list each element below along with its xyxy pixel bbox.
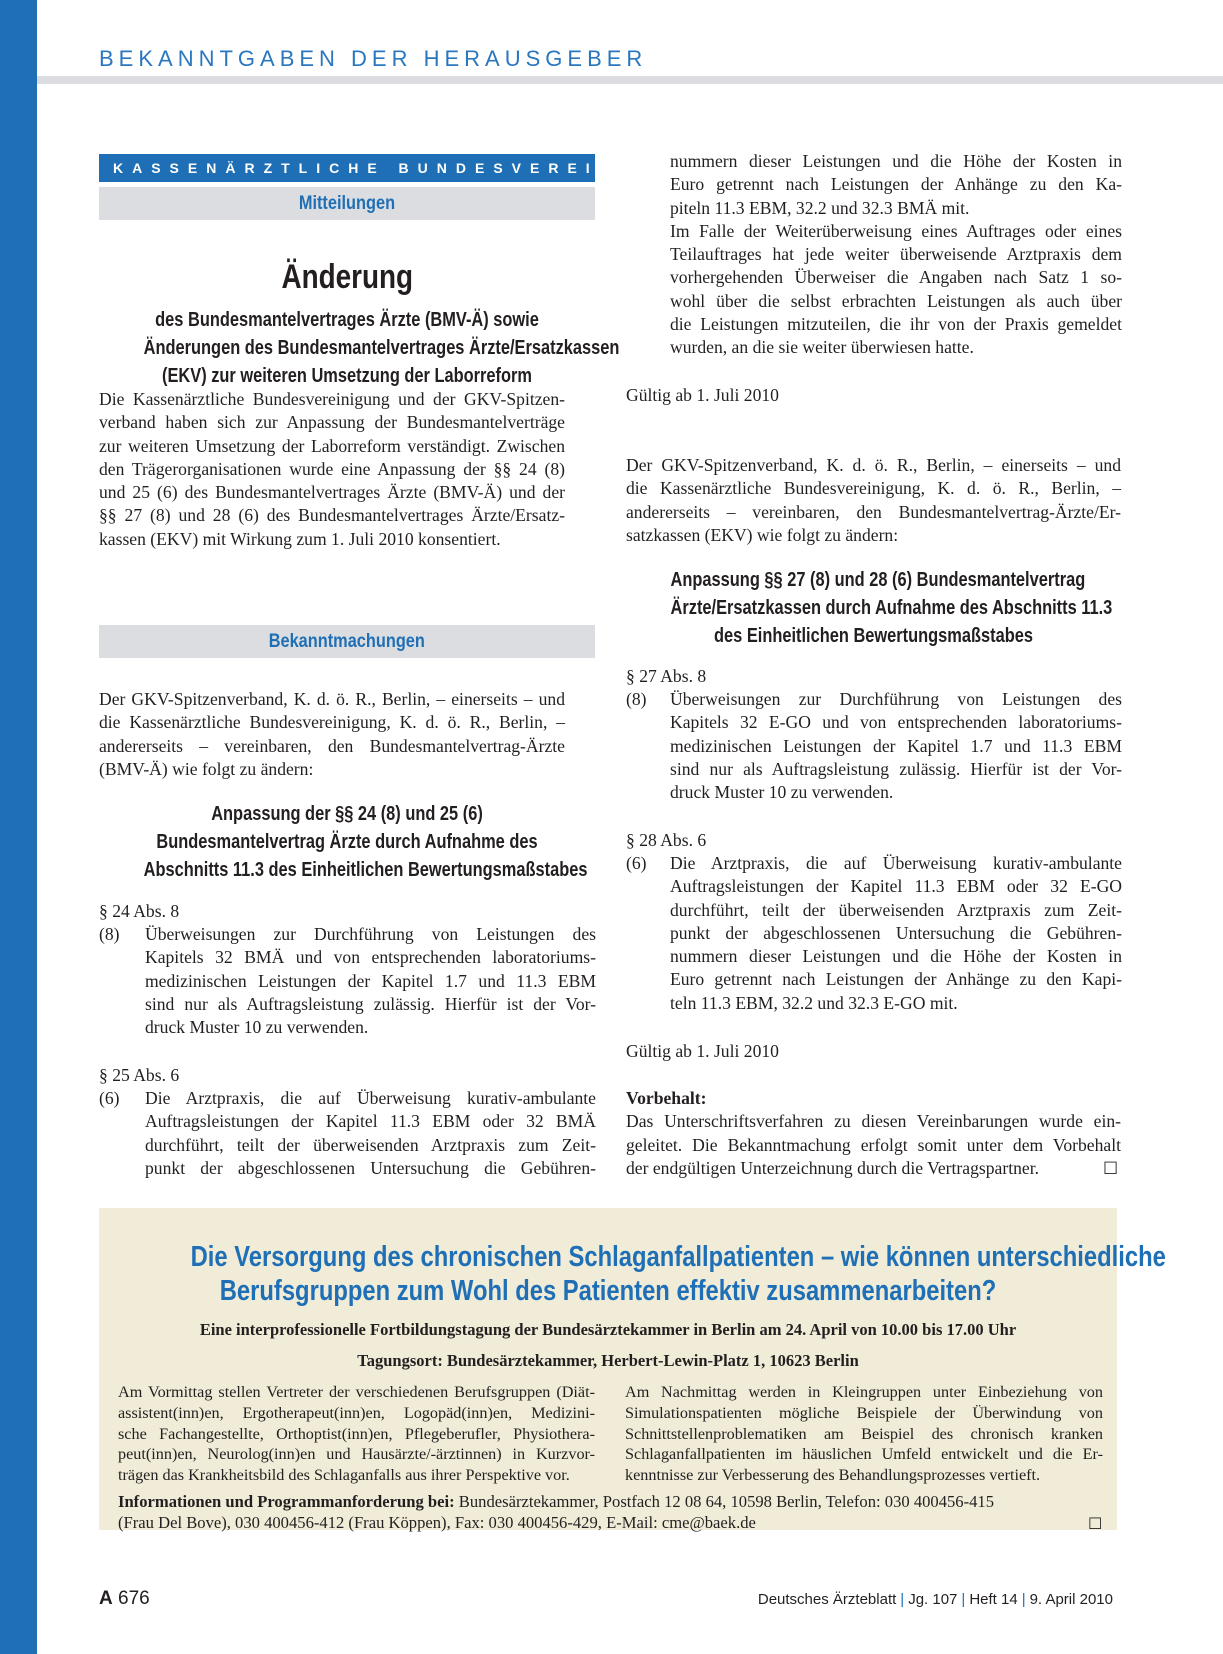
bekanntmachungen-bar: [99, 625, 595, 658]
paragraph-27-number: (8): [626, 689, 647, 709]
subtitle-line: Änderungen des Bundesmantelvertrages Ärzte/Ersatzkassen: [143, 337, 620, 359]
event-title: Die Versorgung des chronischen Schlaganfallpatienten – wie können unterschiedliche Berufsgruppen zum Wohl des Patienten effektiv zusammenarbeiten?: [190, 1241, 1166, 1307]
event-contact-info: Informationen und Programmanforderung bei: Bundesärztekammer, Postfach 12 08 64, 10598 Berlin, Telefon: 030 400456-415 (Frau Del Bove), 030 400456-412 (Frau Köppen), Fax: 030 400456-429, E-Mail: cme@baek.de: [118, 1492, 995, 1532]
bekanntmachungen-label: Bekanntmachungen: [268, 631, 426, 652]
vorbehalt-section: Vorbehalt: Das Unterschriftsverfahren zu diesen Vereinbarungen wurde ein- geleitet. Die Bekanntmachung erfolgt somit unter dem Vorbehalt der endgültigen Unterzeichnung durch die Vertragspartner.: [626, 1088, 1121, 1178]
box-end-mark: ☐: [1088, 1514, 1103, 1533]
event-subtitle: Eine interprofessionelle Fortbildungstagung der Bundesärztekammer in Berlin am 24. April von 10.00 bis 17.00 Uhr: [199, 1320, 1017, 1339]
paragraph-25-number: (6): [99, 1088, 120, 1108]
valid-from-1: Gültig ab 1. Juli 2010: [626, 385, 779, 405]
vorbehalt-label: Vorbehalt:: [626, 1088, 707, 1108]
left-color-bar: [0, 0, 37, 1654]
section-heading-bmv: Anpassung der §§ 24 (8) und 25 (6) Bundesmantelvertrag Ärzte durch Aufnahme des Abschnitts 11.3 des Einheitlichen Bewertungsmaßstabes: [143, 803, 588, 881]
contact-label: Informationen und Programmanforderung bei:: [118, 1492, 455, 1511]
paragraph-28-number: (6): [626, 853, 647, 873]
valid-from-2: Gültig ab 1. Juli 2010: [626, 1041, 779, 1061]
mitteilungen-bar: [99, 187, 595, 220]
kbv-label: KASSENÄRZTLICHE BUNDESVEREINIGUNG: [99, 154, 595, 182]
paragraph-28-text: Die Arztpraxis, die auf Überweisung kurativ-ambulante Auftragsleistungen der Kapitel 11.3 EBM oder 32 E-GO durchführt, teilt der überweisenden Arztpraxis zum Zeit- punkt der abgeschlossenen Untersuchung die Gebühren- nummern dieser Leistungen und die Höhe der Kosten in Euro getrennt nach Leistungen der Anhänge zu den Kapi- teln 11.3 EBM, 32.2 und 32.3 E-GO mit.: [670, 853, 1122, 1013]
subtitle-line: (EKV) zur weiteren Umsetzung der Laborreform: [162, 365, 532, 387]
event-morning-text: Am Vormittag stellen Vertreter der verschiedenen Berufsgruppen (Diät- assistent(inn)en, Ergotherapeut(inn)en, Logopäd(inn)en, Medizini- sche Fachangestellte, Orthoptist(inn)en, Pflegeberufler, Physiothera- peut(inn)en, Neurolog(inn)en und Hausärzte/-ärztinnen) in Kurzvor- trägen das Krankheitsbild des Schlaganfalls aus ihrer Perspektive vor.: [118, 1383, 595, 1485]
paragraph-24-text: Überweisungen zur Durchführung von Leistungen des Kapitels 32 BMÄ und von entsprechenden laboratoriums- medizinischen Leistungen der Kapitel 1.7 und 11.3 EBM sind nur als Auftragsleistung zulässig. Hierfür ist der Vor- druck Muster 10 zu verwenden.: [145, 924, 596, 1038]
article-title-text: Änderung: [281, 258, 413, 296]
paragraph-27-text: Überweisungen zur Durchführung von Leistungen des Kapitels 32 E-GO und von entsprechenden laboratoriums- medizinischen Leistungen der Kapitel 1.7 und 11.3 EBM sind nur als Auftragsleistung zulässig. Hierfür ist der Vor- druck Muster 10 zu verwenden.: [670, 689, 1122, 803]
header-rule: [37, 76, 1223, 84]
paragraph-25-continued: nummern dieser Leistungen und die Höhe der Kosten in Euro getrennt nach Leistungen der Anhänge zu den Ka- piteln 11.3 EBM, 32.2 und 32.3 BMÄ mit. Im Falle der Weiterüberweisung eines Auftrages oder eines Teilauftrages hat jede weiter überweisende Arztpraxis dem vorhergehenden Überweiser die Angaben nach Satz 1 so- wohl über die selbst erbrachten Leistungen als auch über die Leistungen mitzuteilen, die ihr von der Praxis gemeldet wurden, an die sie weiter überwiesen hatte.: [670, 151, 1122, 358]
event-location: Tagungsort: Bundesärztekammer, Herbert-Lewin-Platz 1, 10623 Berlin: [357, 1351, 859, 1370]
journal-footer: Deutsches Ärzteblatt | Jg. 107 | Heft 14 | 9. April 2010: [757, 1591, 1113, 1608]
section-header: BEKANNTGABEN DER HERAUSGEBER: [99, 46, 648, 71]
article-subtitle: [99, 306, 620, 390]
article-end-mark: ☐: [1103, 1159, 1119, 1179]
paragraph-24-heading: § 24 Abs. 8: [99, 901, 180, 921]
intro-paragraph: Die Kassenärztliche Bundesvereinigung und der GKV-Spitzen- verband haben sich zur Anpassung der Bundesmantelverträge zur weiteren Umsetzung der Laborreform verständigt. Zwischen den Trägerorganisationen wurde eine Anpassung der §§ 24 (8) und 25 (6) des Bundesmantelvertrages Ärzte (BMV-Ä) und der §§ 27 (8) und 28 (6) des Bundesmantelvertrages Ärzte/Ersatz- kassen (EKV) mit Wirkung zum 1. Juli 2010 konsentiert.: [99, 389, 565, 549]
paragraph-28-heading: § 28 Abs. 6: [626, 830, 707, 850]
party-paragraph-ekv: Der GKV-Spitzenverband, K. d. ö. R., Berlin, – einerseits – und die Kassenärztliche Bundesvereinigung, K. d. ö. R., Berlin, – andererseits – vereinbaren, den Bundesmantelvertrag-Ärzte/Er- satzkassen (EKV) wie folgt zu ändern:: [626, 455, 1121, 545]
mitteilungen-label: Mitteilungen: [298, 193, 396, 214]
paragraph-25-heading: § 25 Abs. 6: [99, 1065, 180, 1085]
section-heading-ekv: Anpassung §§ 27 (8) und 28 (6) Bundesmantelvertrag Ärzte/Ersatzkassen durch Aufnahme des Abschnitts 11.3 des Einheitlichen Bewertungsmaßstabes: [670, 569, 1113, 647]
page-number: A 676: [99, 1588, 150, 1609]
event-afternoon-text: Am Nachmittag werden in Kleingruppen unter Einbeziehung von Simulationspatienten mögliche Beispiele der Überwindung von Schnittstellenproblematiken am Beispiel des chronisch kranken Schlaganfallpatienten im häuslichen Umfeld entwickelt und die Er- kenntnisse zur Verbesserung des Behandlungsprozesses vertieft.: [625, 1383, 1103, 1485]
subtitle-line: des Bundesmantelvertrages Ärzte (BMV-Ä) sowie: [155, 309, 539, 331]
party-paragraph-bmv: Der GKV-Spitzenverband, K. d. ö. R., Berlin, – einerseits – und die Kassenärztliche Bundesvereinigung, K. d. ö. R., Berlin, – andererseits – vereinbaren, den Bundesmantelvertrag-Ärzte (BMV-Ä) wie folgt zu ändern:: [99, 689, 565, 779]
paragraph-25-text: Die Arztpraxis, die auf Überweisung kurativ-ambulante Auftragsleistungen der Kapitel 11.3 EBM oder 32 BMÄ durchführt, teilt der überweisenden Arztpraxis zum Zeit- punkt der abgeschlossenen Untersuchung die Gebühren-: [145, 1088, 596, 1178]
paragraph-24-number: (8): [99, 924, 120, 944]
article-title: [99, 258, 595, 297]
paragraph-27-heading: § 27 Abs. 8: [626, 666, 707, 686]
